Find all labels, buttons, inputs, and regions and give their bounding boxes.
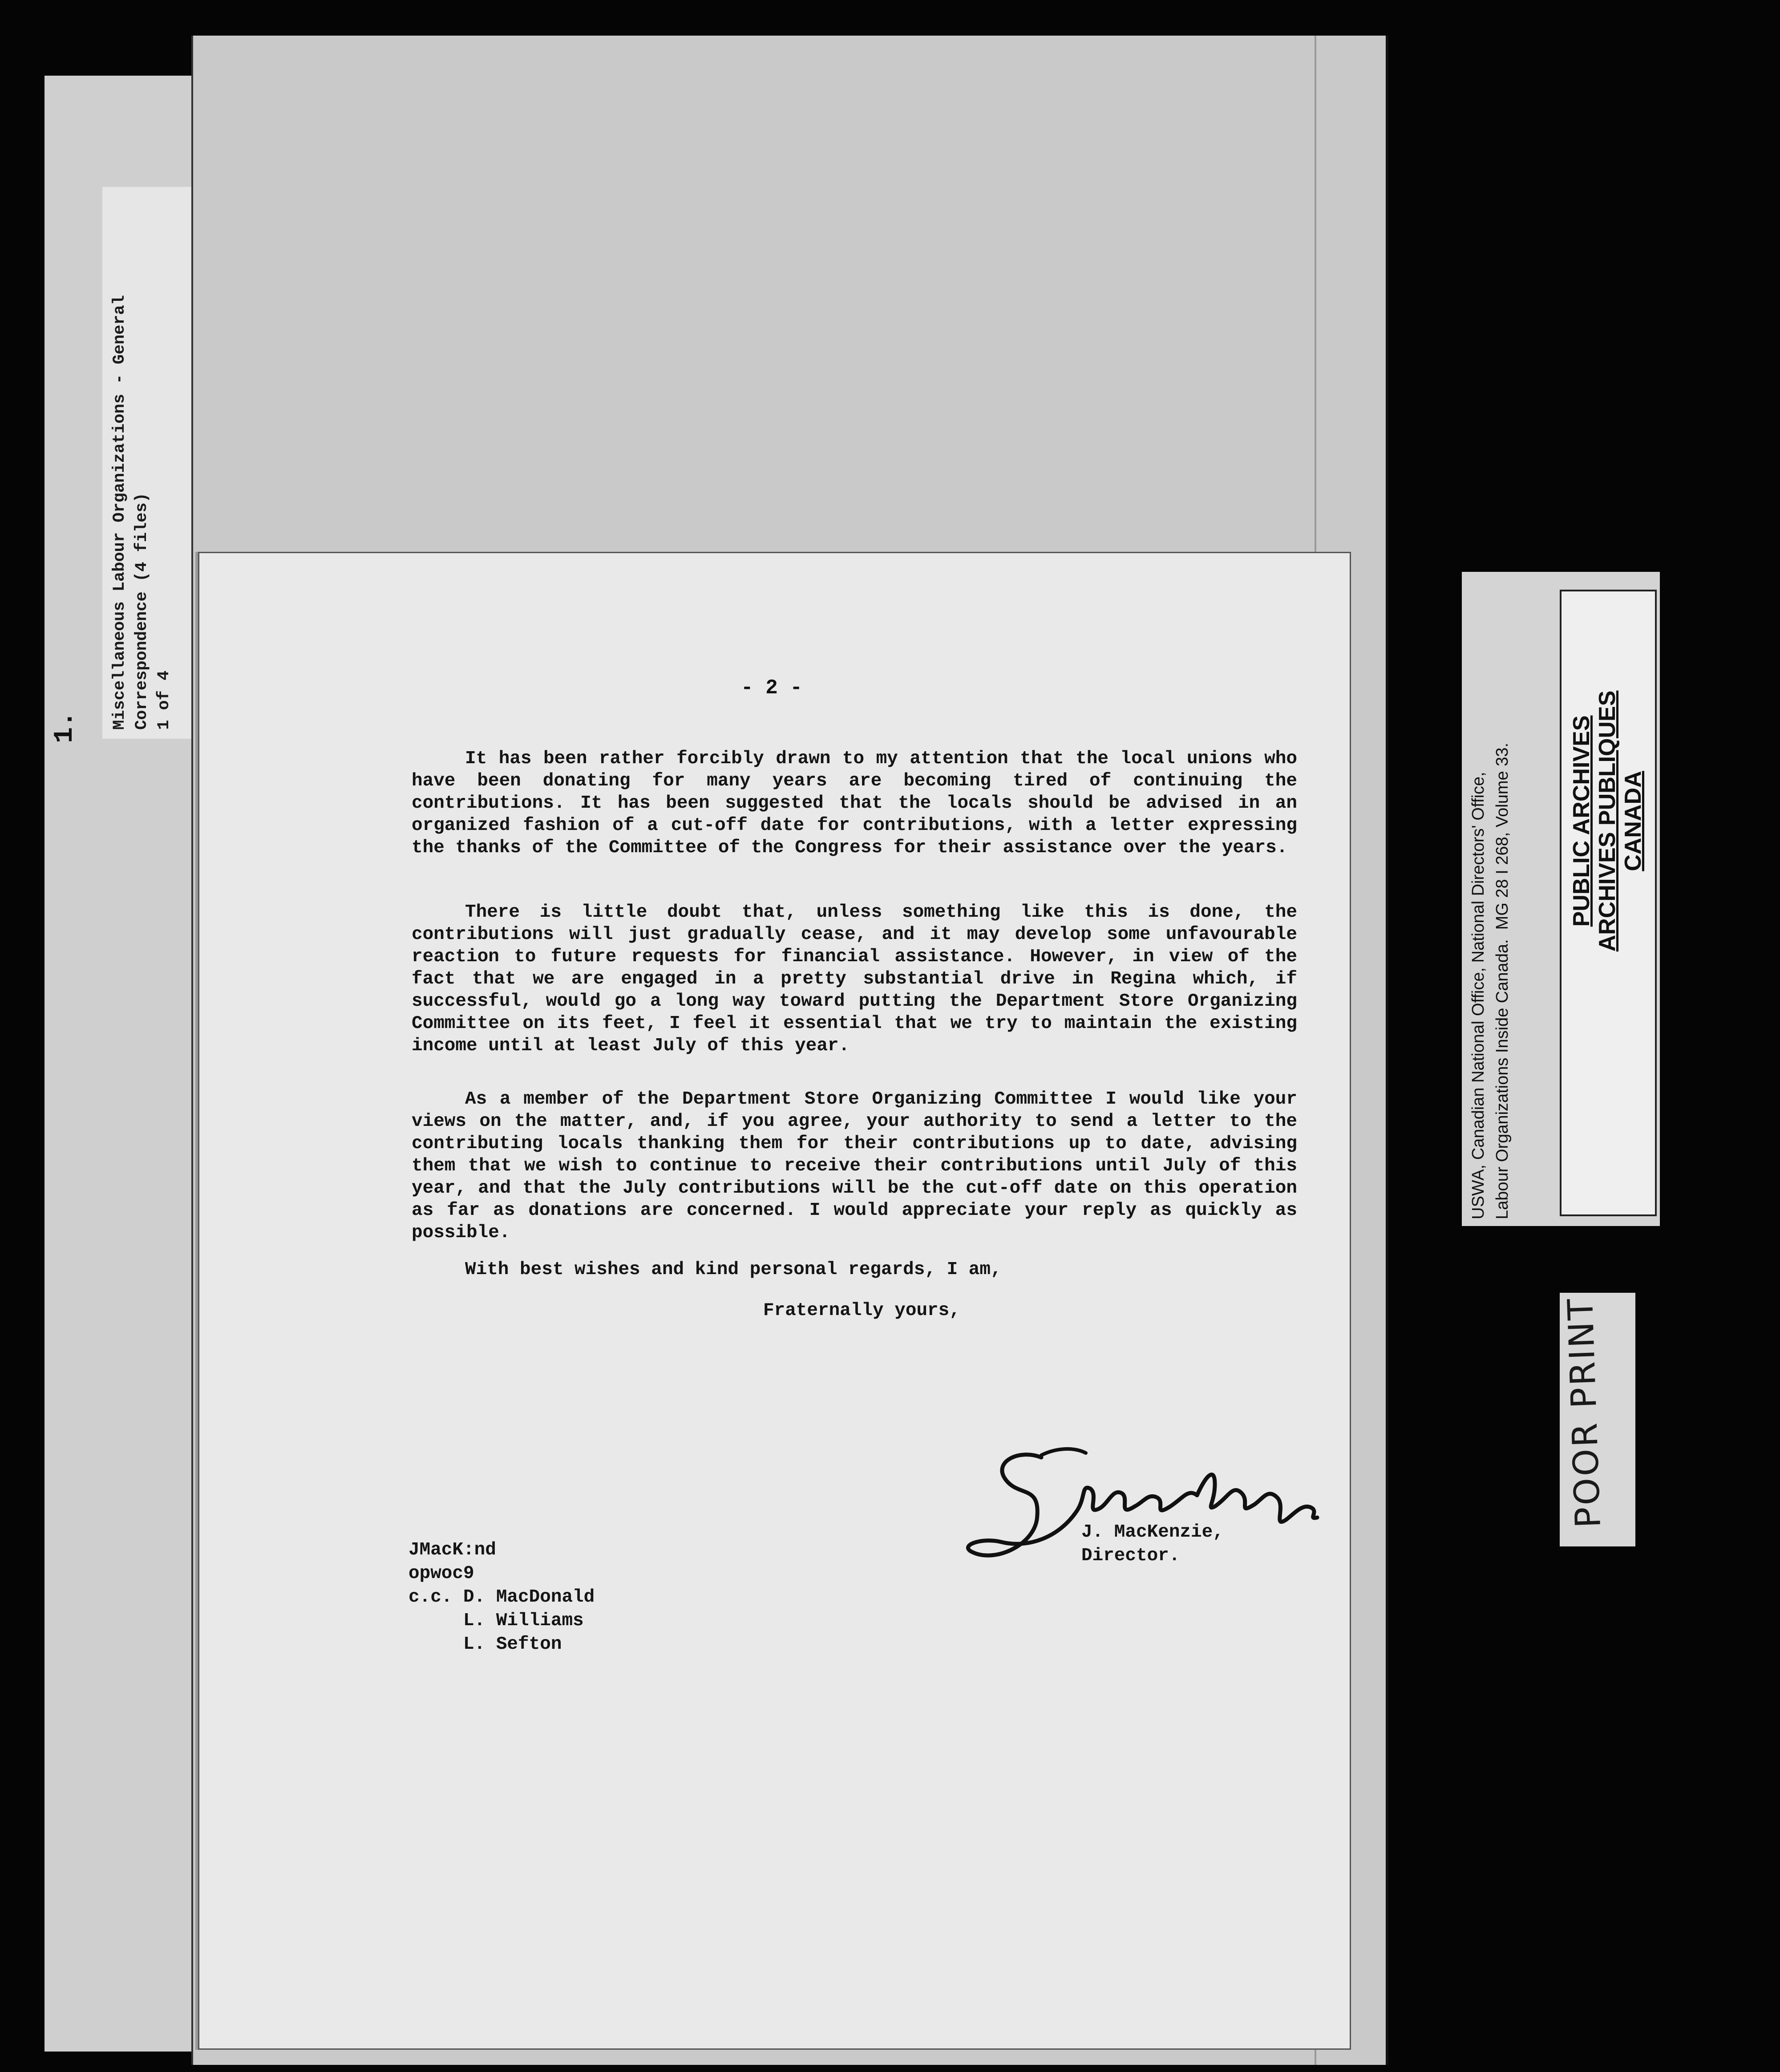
letter-closing: With best wishes and kind personal regards, I am,	[465, 1259, 1002, 1280]
folder-label-line1: Miscellaneous Labour Organizations - General	[110, 295, 129, 730]
reference-initials: JMacK:nd	[409, 1540, 496, 1560]
letter-paragraph-1: It has been rather forcibly drawn to my attention that the local unions who have been donating for many years are becoming tired of continuing the contributions. It has been suggested that the locals should be advised in an organized fashion of a cut-off date for contributions, with a letter expressing the thanks of the Committee of the Congress for their assistance over the years.	[412, 749, 1297, 858]
archive-stamp-text	[1569, 599, 1649, 1044]
folder-number: 1.	[50, 711, 81, 744]
stamp-line-3: CANADA	[1620, 771, 1646, 871]
archive-source-line2: Labour Organizations Inside Canada. MG 28 I 268, Volume 33.	[1493, 743, 1512, 1219]
archive-source-line1: USWA, Canadian National Office, National Directors' Office,	[1469, 772, 1488, 1219]
letter-valediction: Fraternally yours,	[763, 1300, 960, 1321]
letter-paragraph-3: As a member of the Department Store Organizing Committee I would like your views on the matter, and, if you agree, your authority to send a letter to the contributing locals thanking them for their contributions up to date, advising them that we wish to continue to receive their contributions until July of this year, and that the July contributions will be the cut-off date on this operation as far as donations are concerned. I would appreciate your reply as quickly as possible.	[412, 1089, 1297, 1243]
signer-name: J. MacKenzie,	[1081, 1522, 1224, 1542]
folder-label-line3: 1 of 4	[155, 670, 174, 730]
cc-line-2: L. Williams	[409, 1611, 584, 1631]
poor-print-note: POOR PRINT	[1560, 1296, 1609, 1529]
signer-title: Director.	[1081, 1546, 1180, 1566]
page-number: - 2 -	[741, 676, 803, 700]
folder-label-line2: Correspondence (4 files)	[133, 493, 151, 730]
cc-line-1: c.c. D. MacDonald	[409, 1587, 595, 1607]
letter-paragraph-2: There is little doubt that, unless something like this is done, the contributions will just gradually cease, and it may develop some unfavourable reaction to future requests for financial assistance. However, in view of the fact that we are engaged in a pretty substantial drive in Regina which, if successful, would go a long way toward putting the Department Store Organizing Committee on its feet, I feel it essential that we try to maintain the existing income until at least July of this year.	[412, 902, 1297, 1056]
archive-source-label	[1466, 574, 1533, 1219]
stamp-line-1: PUBLIC ARCHIVES	[1569, 715, 1594, 927]
reference-code: opwoc9	[409, 1563, 474, 1584]
stamp-line-2: ARCHIVES PUBLIQUES	[1594, 690, 1620, 952]
cc-line-3: L. Sefton	[409, 1634, 562, 1655]
